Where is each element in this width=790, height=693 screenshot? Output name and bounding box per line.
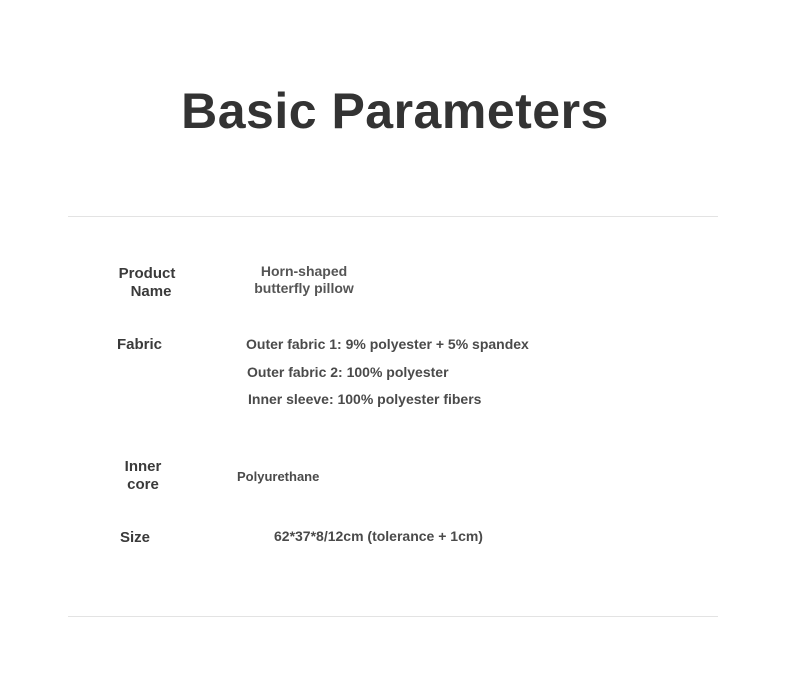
fabric-value-line-1: Outer fabric 1: 9% polyester + 5% spandex <box>246 336 529 352</box>
inner-core-value: Polyurethane <box>237 469 320 484</box>
inner-core-label <box>118 458 168 494</box>
product-name-label <box>118 265 176 301</box>
product-name-value-line-2: butterfly pillow <box>254 280 354 296</box>
size-value: 62*37*8/12cm (tolerance + 1cm) <box>274 528 483 544</box>
product-name-label-line-1: Product <box>118 265 176 282</box>
top-divider <box>68 216 718 217</box>
product-name-value <box>240 263 368 297</box>
product-name-label-line-2: Name <box>130 283 172 300</box>
fabric-label: Fabric <box>117 336 163 353</box>
product-name-value-line-1: Horn-shaped <box>260 263 348 279</box>
page-title: Basic Parameters <box>181 83 609 139</box>
fabric-value-line-2: Outer fabric 2: 100% polyester <box>247 364 449 380</box>
fabric-value-line-3: Inner sleeve: 100% polyester fibers <box>248 391 482 407</box>
size-label: Size <box>120 529 151 546</box>
inner-core-label-line-2: core <box>127 476 159 493</box>
inner-core-label-line-1: Inner <box>124 458 162 475</box>
bottom-divider <box>68 616 718 617</box>
